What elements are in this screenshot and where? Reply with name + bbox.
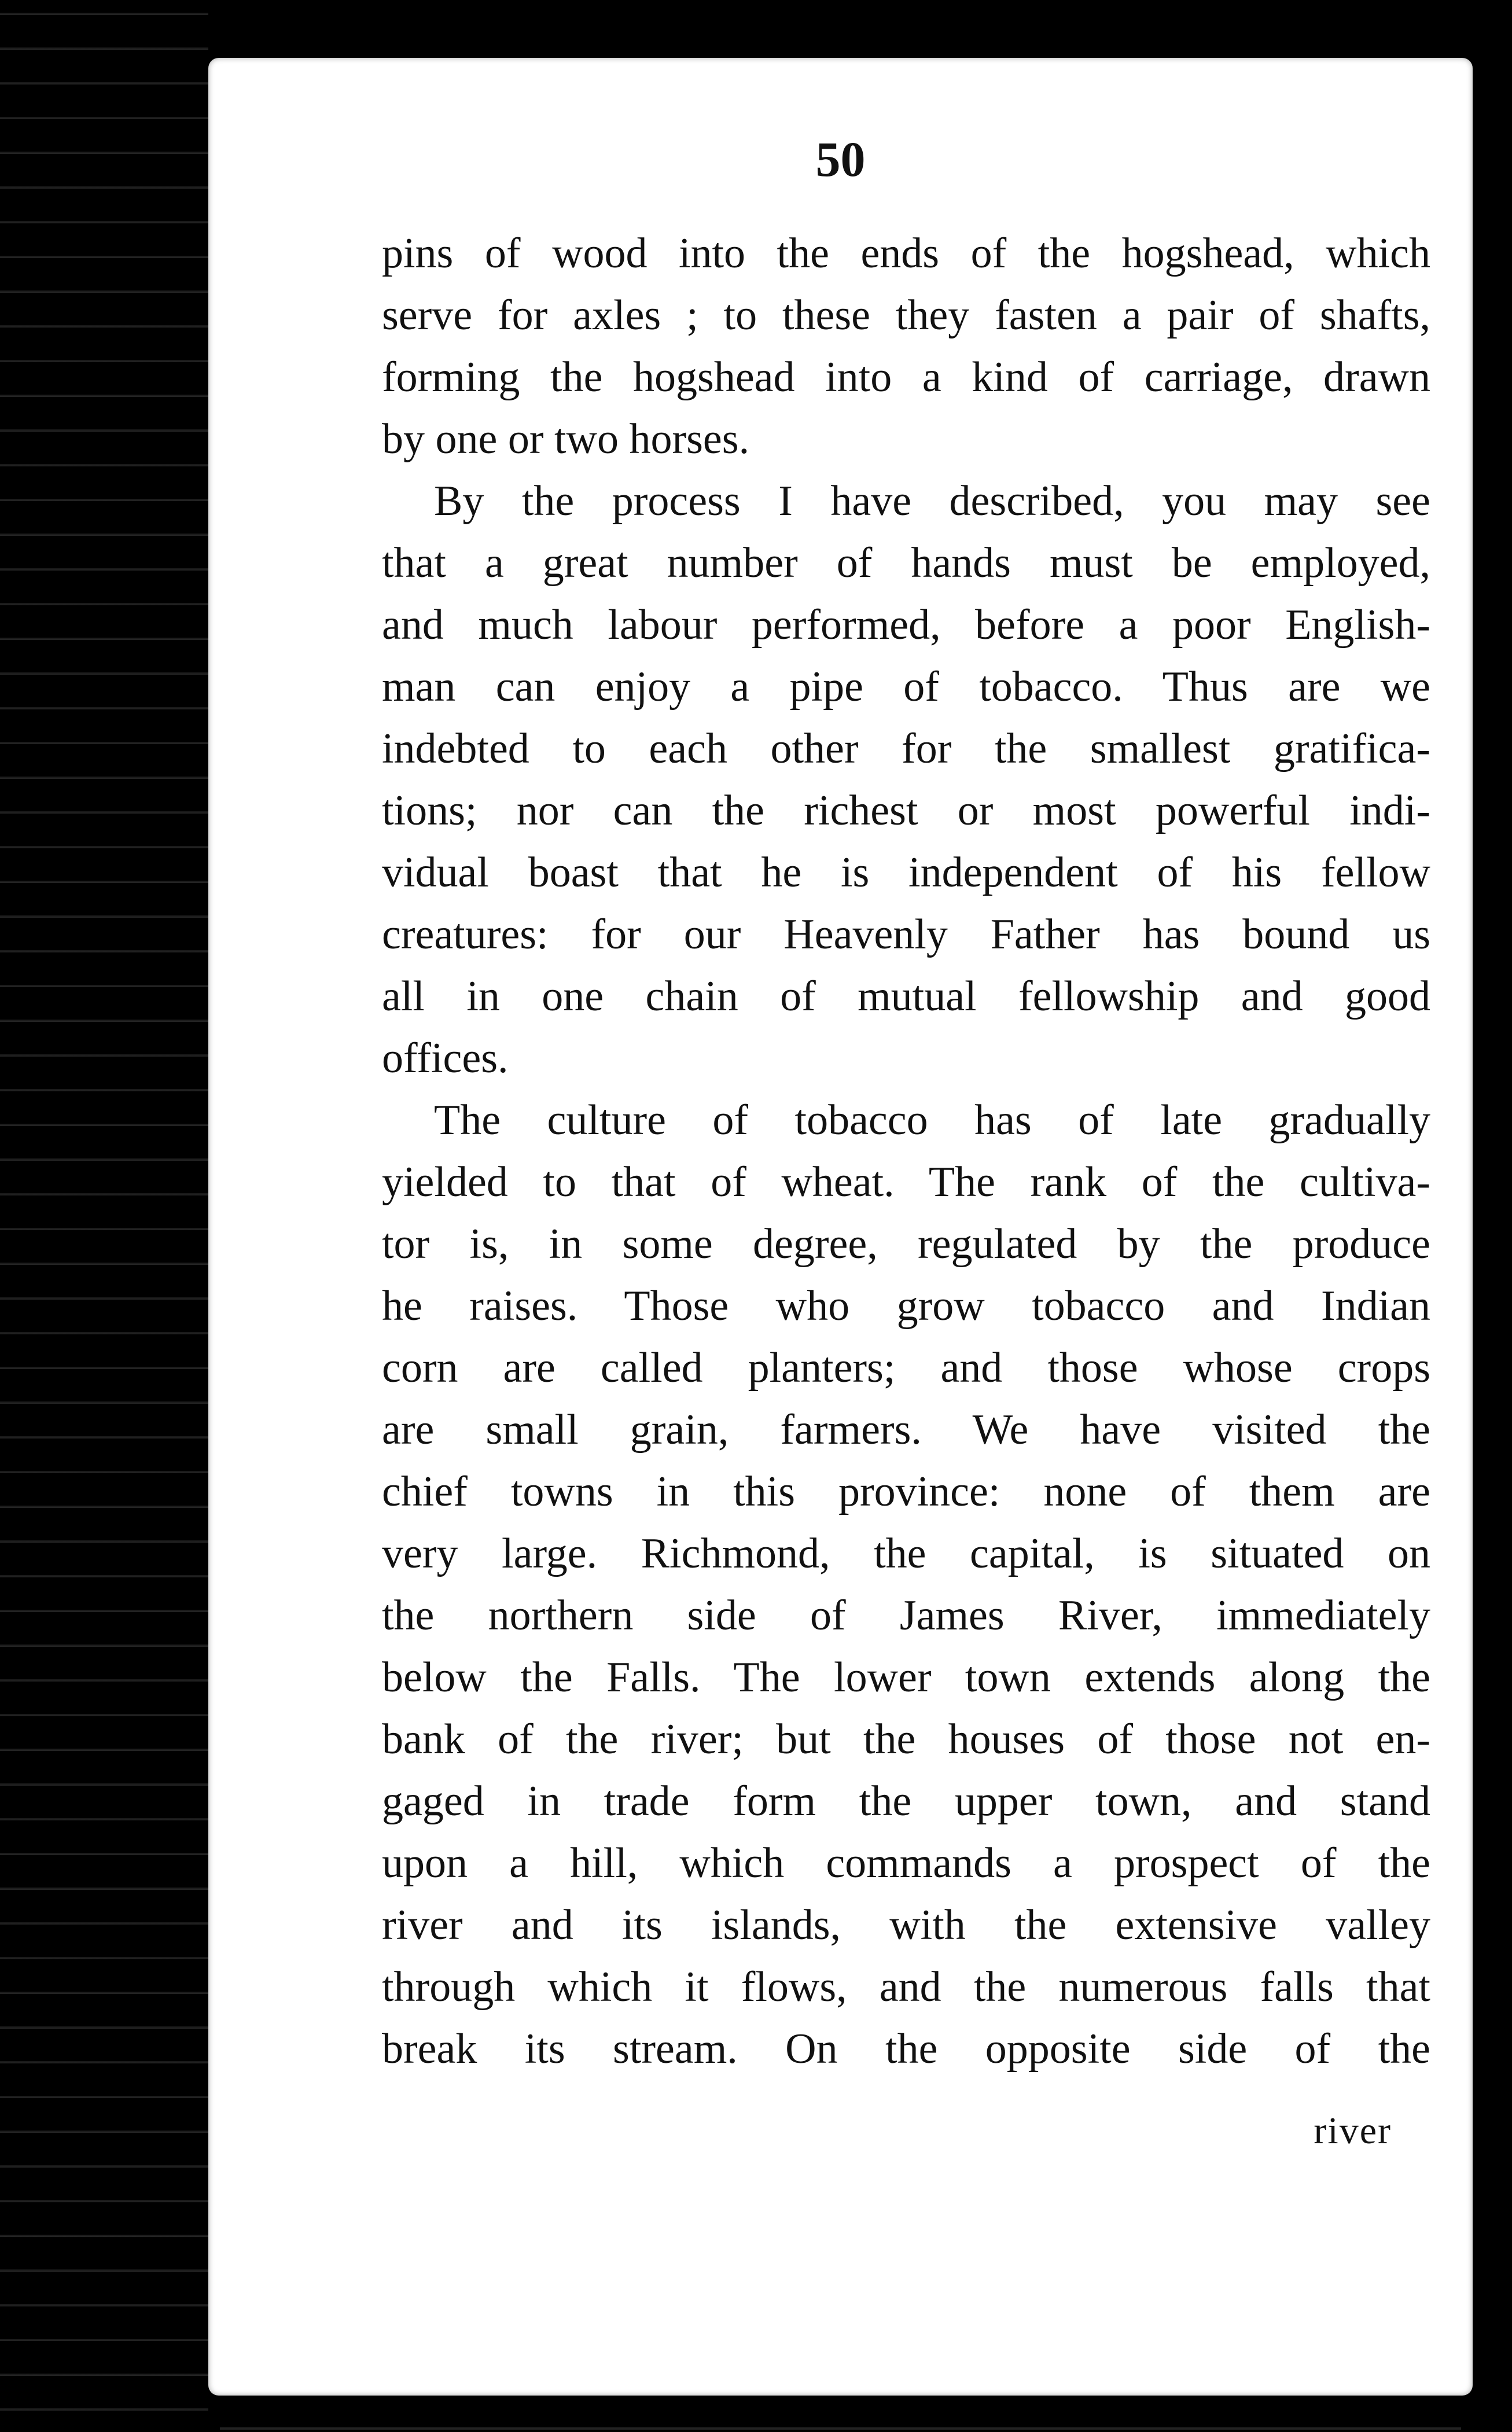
text-line: break its stream. On the opposite side of the: [382, 2025, 1430, 2073]
page-number: 50: [815, 131, 866, 187]
text-line: pins of wood into the ends of the hogshead, which: [382, 230, 1430, 277]
text-line: are small grain, farmers. We have visited the: [382, 1406, 1430, 1454]
page-body-text: [382, 223, 1430, 2080]
text-line: upon a hill, which commands a prospect of the: [382, 1839, 1430, 1887]
text-line: indebted to each other for the smallest gratifica-: [382, 725, 1430, 772]
text-line: serve for axles ; to these they fasten a pair of shafts,: [382, 292, 1430, 339]
text-line: he raises. Those who grow tobacco and Indian: [382, 1282, 1430, 1330]
text-line: By the process I have described, you may see: [434, 477, 1430, 525]
paragraph-3: [382, 1090, 1430, 2080]
text-line: chief towns in this province: none of them are: [382, 1468, 1430, 1515]
text-line: below the Falls. The lower town extends along the: [382, 1654, 1430, 1701]
text-line: through which it flows, and the numerous falls that: [382, 1963, 1430, 2011]
text-line: gaged in trade form the upper town, and stand: [382, 1778, 1430, 1825]
text-line: forming the hogshead into a kind of carriage, drawn: [382, 354, 1430, 401]
text-line: and much labour performed, before a poor English-: [382, 601, 1430, 649]
text-line: tions; nor can the richest or most powerful indi-: [382, 787, 1430, 834]
book-page: [208, 58, 1473, 2396]
text-line: very large. Richmond, the capital, is situated on: [382, 1530, 1430, 1577]
catchword: river: [1314, 2110, 1392, 2152]
text-line: vidual boast that he is independent of his fellow: [382, 849, 1430, 896]
paragraph-1: [382, 223, 1430, 470]
text-line: yielded to that of wheat. The rank of the cultiva-: [382, 1158, 1430, 1206]
text-line: The culture of tobacco has of late gradually: [434, 1097, 1430, 1144]
text-line: bank of the river; but the houses of those not en-: [382, 1716, 1430, 1763]
paragraph-2: [382, 470, 1430, 1090]
text-line: river and its islands, with the extensive valley: [382, 1901, 1430, 1949]
text-line: creatures: for our Heavenly Father has bound us: [382, 911, 1430, 958]
text-line: that a great number of hands must be employed,: [382, 539, 1430, 587]
text-line: tor is, in some degree, regulated by the produce: [382, 1220, 1430, 1268]
text-line: all in one chain of mutual fellowship and good: [382, 973, 1430, 1020]
text-line: the northern side of James River, immediately: [382, 1592, 1430, 1639]
page-bottom-edge: [220, 2427, 1461, 2430]
text-line: man can enjoy a pipe of tobacco. Thus are we: [382, 663, 1430, 711]
book-spine-edge: [0, 0, 208, 2432]
text-line: by one or two horses.: [382, 415, 750, 463]
text-line: offices.: [382, 1035, 509, 1082]
text-line: corn are called planters; and those whose crops: [382, 1344, 1430, 1392]
